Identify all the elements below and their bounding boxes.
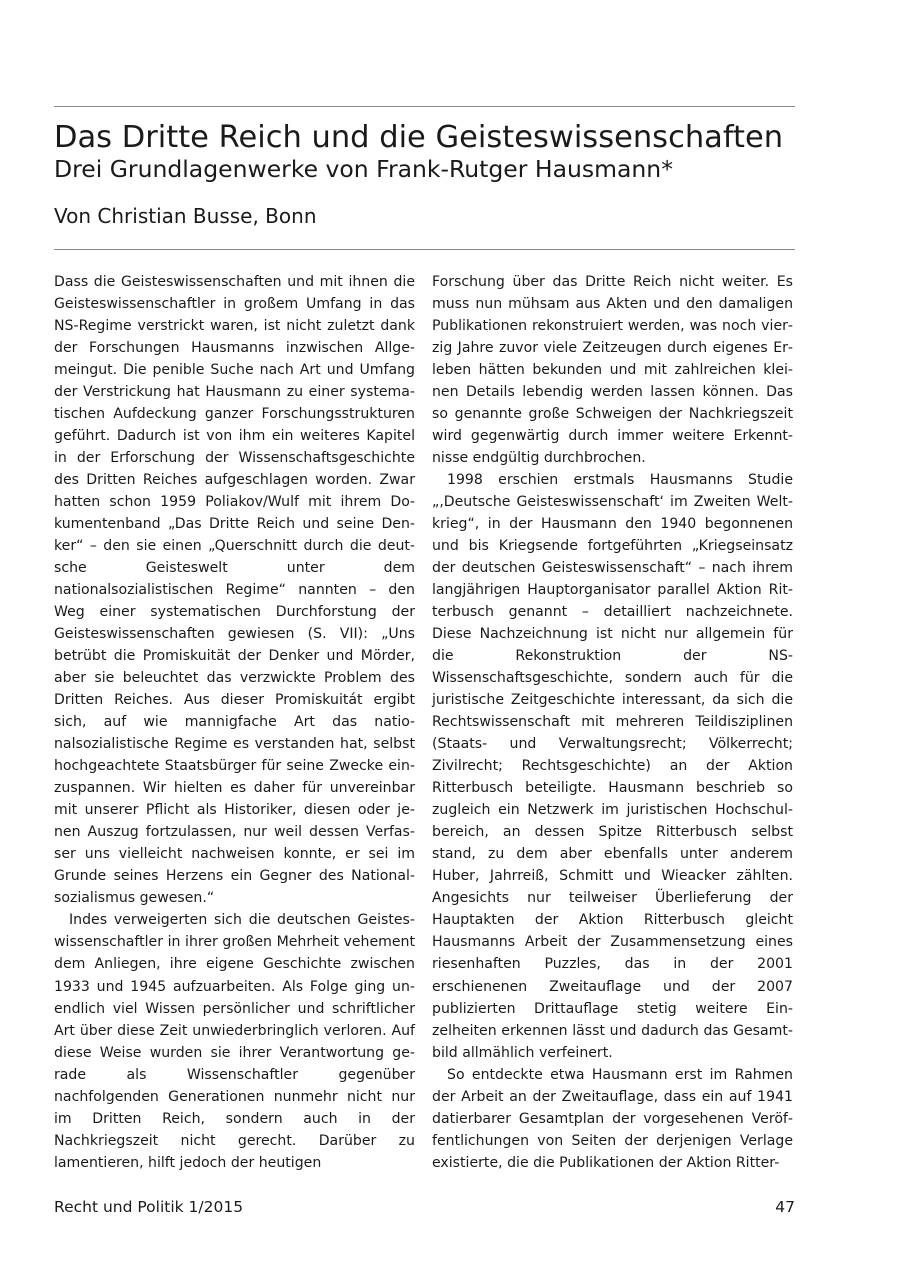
text-column-left bbox=[54, 271, 415, 1174]
header-bottom-rule bbox=[54, 249, 795, 250]
page-number: 47 bbox=[775, 1198, 795, 1216]
paragraph: Forschung über das Dritte Reich nicht weiter. Es muss nun mühsam aus Akten und den damaligen Publikationen rekonstruiert werden, was noch vierzig Jahre zuvor viele Zeitzeugen durch eigenes Erleben hätten bekunden und mit zahlreichen kleinen Details lebendig werden lassen können. Das so genannte große Schweigen der Nachkriegszeit wird gegenwärtig durch immer weitere Erkenntnisse endgültig durchbrochen. bbox=[432, 274, 793, 467]
paragraph: So entdeckte etwa Hausmann erst im Rahmen der Arbeit an der Zweitauflage, dass ein auf 1941 datierbarer Gesamtplan der vorgesehenen Veröffentlichungen von Seiten der derjenigen Verlage existierte, die die Publikationen der Aktion Ritter- bbox=[432, 1066, 793, 1171]
journal-citation: Recht und Politik 1/2015 bbox=[54, 1198, 244, 1216]
article-title: Das Dritte Reich und die Geisteswissenschaften bbox=[54, 120, 784, 155]
text-column-right bbox=[432, 271, 793, 1174]
header-top-rule bbox=[54, 106, 795, 107]
paragraph: 1998 erschien erstmals Hausmanns Studie „‚Deutsche Geisteswissenschaft‘ im Zweiten Weltkrieg“, in der Hausmann den 1940 begonnenen und bis Kriegsende fortgeführten „Kriegseinsatz der deutschen Geisteswissenschaft“ – nach ihrem langjährigen Hauptorganisator parallel Aktion Ritterbusch genannt – detailliert nachzeichnete. Diese Nachzeichnung ist nicht nur allgemein für die Rekonstruktion der NS-Wissenschaftsgeschichte, sondern auch für die juristische Zeitgeschichte interessant, da sich die Rechtswissenschaft mit mehreren Teildisziplinen (Staats- und Verwaltungsrecht; Völkerrecht; Zivilrecht; Rechtsgeschichte) an der Aktion Ritterbusch beteiligte. Hausmann beschrieb so zugleich ein Netzwerk im juristischen Hochschulbereich, an dessen Spitze Ritterbusch selbst stand, zu dem aber ebenfalls unter anderem Huber, Jahrreiß, Schmitt und Wieacker zählten. Angesichts nur teilweiser Überlieferung der Hauptakten der Aktion Ritterbusch gleicht Hausmanns Arbeit der Zusammensetzung eines riesenhaften Puzzles, das in der 2001 erschienenen Zweitauflage und der 2007 publizierten Drittauflage stetig weitere Einzelheiten erkennen lässt und dadurch das Gesamtbild allmählich verfeinert. bbox=[432, 472, 793, 1061]
paragraph: Dass die Geisteswissenschaften und mit ihnen die Geisteswissenschaftler in großem Umfang in das NS-Regime verstrickt waren, ist nicht zuletzt dank der Forschungen Hausmanns inzwischen Allgemeingut. Die penible Suche nach Art und Umfang der Verstrickung hat Hausmann zu einer systematischen Aufdeckung ganzer Forschungsstrukturen geführt. Dadurch ist von ihm ein weiteres Kapitel in der Erforschung der Wissenschaftsgeschichte des Dritten Reiches aufgeschlagen worden. Zwar hatten schon 1959 Poliakov/Wulf mit ihrem Dokumentenband „Das Dritte Reich und seine Denker“ – den sie einen „Querschnitt durch die deutsche Geisteswelt unter dem nationalsozialistischen Regime“ nannten – den Weg einer systematischen Durchforstung der Geisteswissenschaften gewiesen (S. VII): „Uns betrübt die Promiskuität der Denker und Mörder, aber sie beleuchtet das verzwickte Problem des Dritten Reiches. Aus dieser Promiskuitát ergibt sich, auf wie mannigfache Art das nationalsozialistische Regime es verstanden hat, selbst hochgeachtete Staatsbürger für seine Zwecke einzuspannen. Wir hielten es daher für unvereinbar mit unserer Pflicht als Historiker, diesen oder jenen Auszug fortzulassen, nur weil dessen Verfasser uns vielleicht nachweisen konnte, er sei im Grunde seines Herzens ein Gegner des Nationalsozialismus gewesen.“ bbox=[54, 274, 415, 907]
article-author: Von Christian Busse, Bonn bbox=[54, 204, 317, 228]
paragraph: Indes verweigerten sich die deutschen Geisteswissenschaftler in ihrer großen Mehrheit vehement dem Anliegen, ihre eigene Geschichte zwischen 1933 und 1945 aufzuarbeiten. Als Folge ging unendlich viel Wissen persönlicher und schriftlicher Art über diese Zeit unwiederbringlich verloren. Auf diese Weise wurden sie ihrer Verantwortung gerade als Wissenschaftler gegenüber nachfolgenden Generationen nunmehr nicht nur im Dritten Reich, sondern auch in der Nachkriegszeit nicht gerecht. Darüber zu lamentieren, hilft jedoch der heutigen bbox=[54, 912, 415, 1171]
article-subtitle: Drei Grundlagenwerke von Frank-Rutger Hausmann* bbox=[54, 155, 673, 183]
